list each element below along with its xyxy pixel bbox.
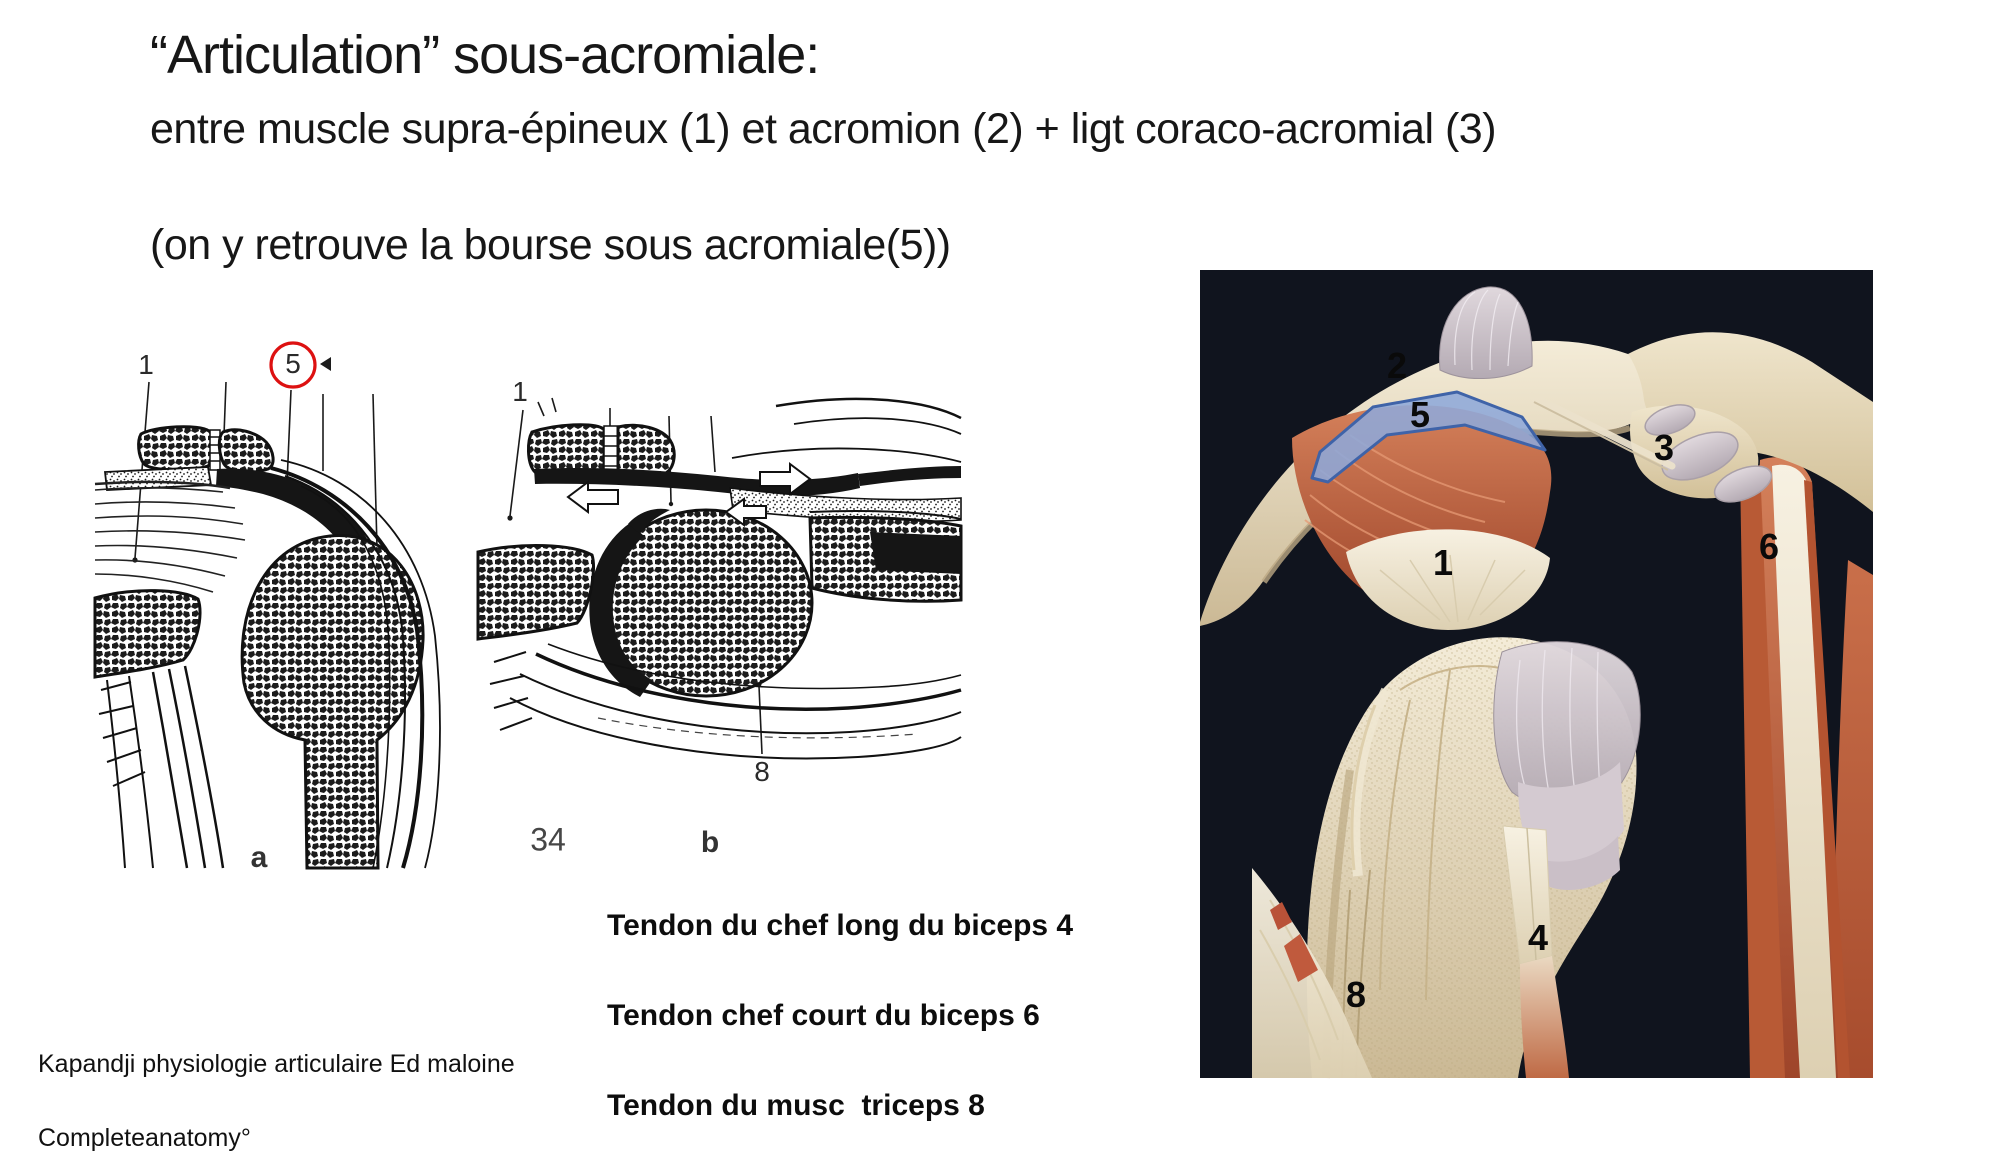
figure-a-caption: a: [250, 841, 268, 874]
photo-label-supraspinatus: 1: [1432, 542, 1454, 583]
scapula-lines: [107, 666, 223, 868]
figure-a-label-5: 5: [285, 348, 301, 379]
legend-line2: Tendon chef court du biceps 6: [607, 999, 1040, 1032]
posterior-bone-shape: [810, 511, 961, 601]
anatomy-3d-render: [1200, 270, 1873, 1078]
photo-label-biceps-long: 4: [1527, 917, 1549, 958]
legend-line1: Tendon du chef long du biceps 4: [607, 909, 1074, 942]
subtitle-line2: (on y retrouve la bourse sous acromiale(5)): [150, 221, 951, 269]
photo-label-triceps: 8: [1345, 974, 1367, 1015]
acromion-bone-shape: [139, 427, 273, 472]
stippled-fat-band: [105, 467, 211, 490]
hatch-lines-b: [490, 652, 532, 730]
source-credits: [38, 1046, 515, 1157]
supraspinatus-fibers: [95, 482, 245, 592]
figure-b-label-1: 1: [512, 376, 528, 407]
photo-label-bursa: 5: [1409, 394, 1431, 435]
glenoid-shape-b: [478, 546, 594, 639]
figure-a-label-1: 1: [138, 349, 154, 380]
photo-label-biceps-short: 6: [1758, 526, 1780, 567]
superior-muscle-lines: [732, 399, 961, 462]
figure-page-number: 34: [530, 821, 566, 858]
subtitle-line1: entre muscle supra-épineux (1) et acromion (2) + ligt coraco-acromial (3): [150, 105, 1497, 153]
arrow-icon: [320, 357, 331, 371]
page-subtitle: [150, 100, 1496, 274]
figure-a-coronal-section-drawing: [95, 338, 455, 873]
glenoid-shape: [95, 591, 200, 677]
legend-line3: Tendon du musc triceps 8: [607, 1089, 985, 1122]
figure-b-sagittal-section-drawing: [478, 366, 963, 821]
credits-line1: Kapandji physiologie articulaire Ed maloine: [38, 1050, 515, 1078]
credits-line2: Completeanatomy°: [38, 1124, 251, 1152]
photo-label-ligament: 3: [1653, 427, 1675, 468]
page-title: “Articulation” sous-acromiale:: [150, 25, 820, 85]
photo-label-acromion: 2: [1386, 345, 1408, 386]
tendon-legend: [607, 903, 1073, 1128]
figure-b-label-8: 8: [754, 756, 770, 787]
arrow-left-icon: [568, 482, 618, 512]
figure-b-caption: b: [700, 826, 720, 859]
